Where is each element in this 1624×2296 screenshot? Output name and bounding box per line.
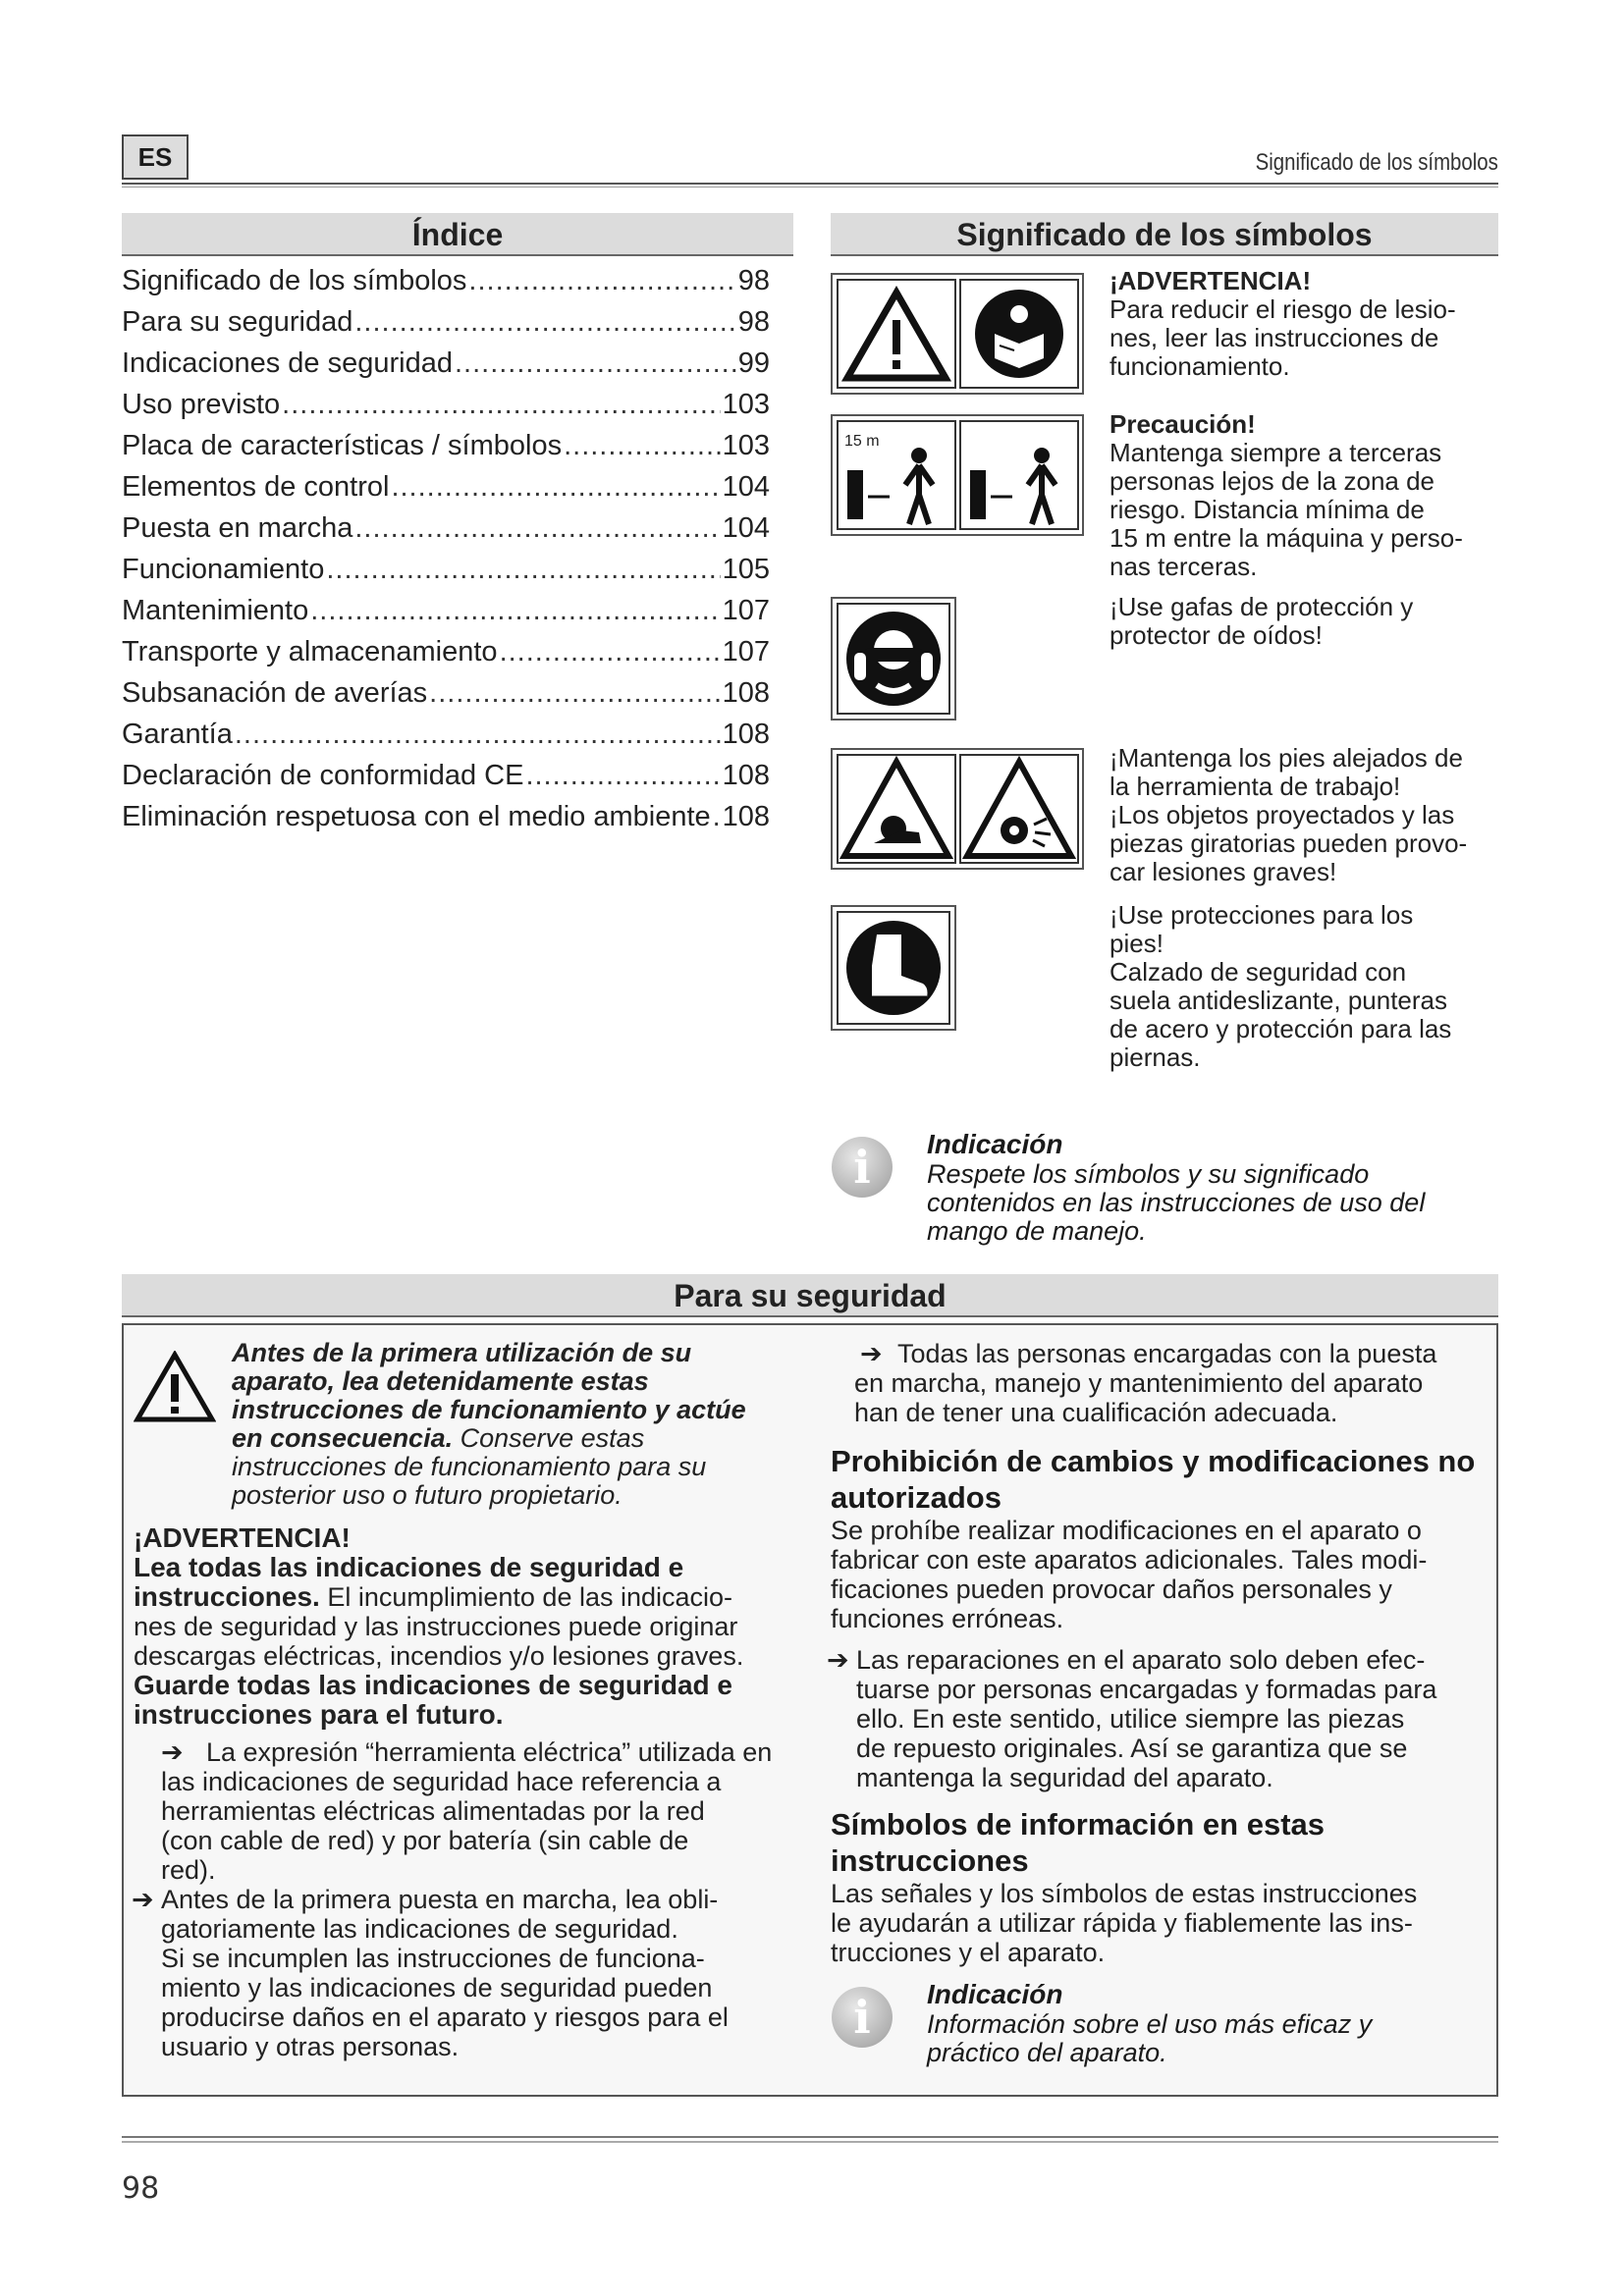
feet-warning-symbols: [831, 748, 1084, 870]
info-symbols-section: [831, 1806, 1498, 1967]
note-line: práctico del aparato.: [927, 2038, 1167, 2067]
table-of-contents: [122, 265, 770, 842]
caution-line: personas lejos de la zona de: [1110, 466, 1435, 496]
boots-line: ¡Use protecciones para los: [1110, 900, 1414, 930]
goggles-line: protector de oídos!: [1110, 620, 1323, 650]
safety-warning-title: ¡ADVERTENCIA!: [134, 1522, 351, 1553]
arrow-icon: ➔: [827, 1645, 849, 1675]
safety-heading: Para su seguridad: [122, 1274, 1498, 1317]
toc-entry-label: Subsanación de averías: [122, 677, 428, 709]
prohibition-line: ficaciones pueden provocar daños personales y: [831, 1575, 1392, 1604]
feet-line: la herramienta de trabajo!: [1110, 772, 1401, 801]
info-icon: i: [832, 1137, 893, 1198]
info-icon: i: [832, 1987, 893, 2048]
toc-entry-label: Elementos de control: [122, 471, 390, 503]
toc-entry-label: Mantenimiento: [122, 595, 309, 626]
toc-entry[interactable]: [122, 554, 770, 595]
repairs-paragraph: [827, 1645, 1498, 1792]
note-line: mango de manejo.: [927, 1216, 1147, 1246]
personnel-paragraph: [831, 1339, 1498, 1427]
caution-text: [1110, 410, 1492, 581]
tool-line: las indicaciones de seguridad hace referencia a: [161, 1767, 722, 1796]
warning-triangle-icon: [833, 275, 1082, 393]
goggles-text: [1110, 593, 1492, 650]
boots-line: pies!: [1110, 929, 1164, 958]
prohibition-heading: Prohibición de cambios y modificaciones no: [831, 1444, 1476, 1478]
goggles-ear-protection-icon: [833, 599, 954, 719]
toc-entry-label: Para su seguridad: [122, 306, 353, 338]
boots-line: Calzado de seguridad con: [1110, 957, 1407, 987]
note-title: Indicación: [927, 1979, 1063, 2009]
note-title: Indicación: [927, 1129, 1063, 1159]
intro-line: posterior uso o futuro propietario.: [232, 1480, 623, 1510]
toc-entry-page: 108: [722, 801, 770, 832]
boots-line: suela antideslizante, punteras: [1110, 986, 1448, 1015]
toc-entry-label: Significado de los símbolos: [122, 265, 467, 296]
toc-leader-dots: [500, 636, 721, 668]
toc-entry[interactable]: [122, 760, 770, 801]
toc-entry-page: 105: [722, 554, 770, 585]
tool-line: red).: [161, 1855, 216, 1885]
keep-line: instrucciones para el futuro.: [134, 1699, 504, 1730]
prohibition-line: fabricar con este aparatos adicionales. Tales modi-: [831, 1545, 1428, 1575]
before-line: Si se incumplen las instrucciones de funciona-: [161, 1944, 705, 1973]
warning-read-manual-symbols: [831, 273, 1084, 395]
feet-line: car lesiones graves!: [1110, 857, 1337, 886]
safety-boots-icon: [833, 907, 954, 1029]
toc-entry-label: Garantía: [122, 719, 233, 750]
warning-triangle-icon: [134, 1351, 216, 1423]
persons-first-line: Todas las personas encargadas con la puesta: [897, 1339, 1437, 1368]
warning-line: Para reducir el riesgo de lesio-: [1110, 294, 1456, 324]
symbols-note: [927, 1129, 1487, 1246]
safety-intro: [232, 1339, 821, 1510]
toc-entry[interactable]: [122, 512, 770, 554]
persons-line: han de tener una cualificación adecuada.: [854, 1398, 1338, 1427]
note-line: Información sobre el uso más eficaz y: [927, 2009, 1373, 2039]
caution-line: riesgo. Distancia mínima de: [1110, 495, 1425, 524]
tool-line: herramientas eléctricas alimentadas por la red: [161, 1796, 705, 1826]
warning-rest: El incumplimiento de las indicacio-: [319, 1582, 733, 1612]
intro-line: aparato, lea detenidamente estas: [232, 1366, 649, 1396]
toc-entry-page: 98: [737, 265, 770, 296]
toc-leader-dots: [455, 347, 736, 380]
feet-line: ¡Mantenga los pies alejados de: [1110, 743, 1463, 773]
distance-label: 15 m: [844, 433, 880, 450]
prohibition-line: Se prohíbe realizar modificaciones en el aparato o: [831, 1516, 1422, 1545]
toc-leader-dots: [713, 801, 721, 833]
toc-entry-page: 107: [722, 636, 770, 667]
intro-rest: Conserve estas: [453, 1423, 645, 1453]
toc-leader-dots: [391, 471, 720, 504]
toc-entry-label: Funcionamiento: [122, 554, 325, 585]
distance-symbols: [831, 414, 1084, 536]
caution-line: Mantenga siempre a terceras: [1110, 438, 1442, 467]
toc-leader-dots: [429, 677, 720, 710]
prohibition-line: funciones erróneas.: [831, 1604, 1064, 1633]
toc-entry-label: Puesta en marcha: [122, 512, 353, 544]
feet-text: [1110, 744, 1502, 886]
warning-text: [1110, 267, 1492, 381]
toc-entry-page: 103: [722, 389, 770, 420]
prohibition-section: [831, 1443, 1498, 1633]
toc-entry[interactable]: [122, 347, 770, 389]
toc-entry[interactable]: [122, 471, 770, 512]
toc-leader-dots: [282, 389, 720, 421]
toc-entry[interactable]: [122, 306, 770, 347]
header-title: Significado de los símbolos: [1255, 149, 1498, 176]
toc-entry-label: Eliminación respetuosa con el medio ambiente: [122, 801, 711, 832]
toc-entry-page: 108: [722, 677, 770, 709]
before-first-line: Antes de la primera puesta en marcha, lea obli-: [161, 1885, 719, 1914]
before-line: miento y las indicaciones de seguridad pueden: [161, 1973, 713, 2002]
header-rule: [122, 183, 1498, 187]
info-line: trucciones y el aparato.: [831, 1938, 1106, 1967]
toc-entry[interactable]: [122, 677, 770, 719]
boots-text: [1110, 901, 1502, 1072]
toc-leader-dots: [468, 265, 735, 297]
prohibition-heading: autorizados: [831, 1480, 1001, 1515]
toc-entry-label: Indicaciones de seguridad: [122, 347, 453, 379]
warning-bold-2: instrucciones.: [134, 1581, 320, 1612]
before-first-use-paragraph: [132, 1885, 819, 2061]
toc-entry-label: Placa de características / símbolos: [122, 430, 563, 461]
repair-line: mantenga la seguridad del aparato.: [856, 1763, 1273, 1792]
before-line: gatoriamente las indicaciones de seguridad.: [161, 1914, 678, 1944]
arrow-icon: ➔: [860, 1339, 883, 1368]
page-number: 98: [122, 2171, 160, 2206]
toc-entry[interactable]: [122, 801, 770, 842]
toc-entry[interactable]: [122, 595, 770, 636]
warning-line: funcionamiento.: [1110, 351, 1290, 381]
warning-line: nes de seguridad y las instrucciones puede originar: [134, 1612, 738, 1641]
safety-note: [927, 1979, 1487, 2067]
boots-symbol-box: [831, 905, 956, 1031]
goggles-symbol-box: [831, 597, 956, 721]
electric-tool-paragraph: [161, 1737, 839, 1885]
feet-line: ¡Los objetos proyectados y las: [1110, 800, 1455, 829]
toc-entry[interactable]: [122, 389, 770, 430]
info-symbols-heading: Símbolos de información en estas instrucciones: [831, 1807, 1326, 1878]
toc-entry-page: 107: [722, 595, 770, 626]
arrow-icon: ➔: [161, 1737, 184, 1767]
toc-entry[interactable]: [122, 636, 770, 677]
toc-entry[interactable]: [122, 719, 770, 760]
toc-entry-page: 103: [722, 430, 770, 461]
toc-entry-label: Uso previsto: [122, 389, 281, 420]
caution-title: Precaución!: [1110, 409, 1256, 439]
caution-line: nas terceras.: [1110, 552, 1258, 581]
goggles-line: ¡Use gafas de protección y: [1110, 592, 1414, 621]
arrow-icon: ➔: [132, 1885, 154, 1914]
toc-leader-dots: [235, 719, 721, 751]
symbols-heading: Significado de los símbolos: [831, 213, 1498, 256]
repair-line: de repuesto originales. Así se garantiza que se: [856, 1734, 1408, 1763]
info-line: Las señales y los símbolos de estas instrucciones: [831, 1879, 1418, 1908]
intro-line: Antes de la primera utilización de su: [232, 1338, 692, 1367]
keep-line: Guarde todas las indicaciones de seguridad e: [134, 1670, 732, 1700]
tool-line: (con cable de red) y por batería (sin cable de: [161, 1826, 689, 1855]
toc-leader-dots: [326, 554, 720, 586]
info-line: le ayudarán a utilizar rápida y fiablemente las ins-: [831, 1908, 1413, 1938]
toc-entry[interactable]: [122, 430, 770, 471]
language-badge: ES: [122, 134, 189, 180]
repair-line: ello. En este sentido, utilice siempre las piezas: [856, 1704, 1405, 1734]
toc-leader-dots: [354, 512, 720, 545]
toc-leader-dots: [564, 430, 721, 462]
toc-entry-label: Declaración de conformidad CE: [122, 760, 524, 791]
toc-entry[interactable]: [122, 265, 770, 306]
note-line: Respete los símbolos y su significado: [927, 1159, 1370, 1189]
toc-entry-page: 104: [722, 512, 770, 544]
safety-warning: [134, 1523, 821, 1730]
toc-entry-page: 108: [722, 760, 770, 791]
intro-bold-end: en consecuencia.: [232, 1423, 454, 1453]
intro-line: instrucciones de funcionamiento para su: [232, 1452, 707, 1481]
repair-line: tuarse por personas encargadas y formadas para: [856, 1675, 1437, 1704]
toc-entry-page: 98: [737, 306, 770, 338]
before-line: usuario y otras personas.: [161, 2032, 460, 2061]
toc-leader-dots: [525, 760, 720, 792]
before-line: producirse daños en el aparato y riesgos para el: [161, 2002, 729, 2032]
footer-rule: [122, 2136, 1498, 2143]
note-line: contenidos en las instrucciones de uso del: [927, 1188, 1426, 1217]
caution-line: 15 m entre la máquina y perso-: [1110, 523, 1463, 553]
tool-first-line: La expresión “herramienta eléctrica” utilizada en: [206, 1737, 773, 1767]
persons-line: en marcha, manejo y mantenimiento del aparato: [854, 1368, 1424, 1398]
keep-distance-icon: [833, 416, 1082, 534]
warning-line: descargas eléctricas, incendios y/o lesiones graves.: [134, 1641, 744, 1671]
toc-heading: Índice: [122, 213, 793, 256]
boots-line: de acero y protección para las: [1110, 1014, 1452, 1043]
boots-line: piernas.: [1110, 1042, 1201, 1072]
toc-entry-page: 108: [722, 719, 770, 750]
toc-leader-dots: [354, 306, 735, 339]
toc-entry-page: 104: [722, 471, 770, 503]
toc-entry-page: 99: [737, 347, 770, 379]
repair-first-line: Las reparaciones en el aparato solo deben efec-: [856, 1645, 1426, 1675]
intro-line: instrucciones de funcionamiento y actúe: [232, 1395, 746, 1424]
toc-entry-label: Transporte y almacenamiento: [122, 636, 498, 667]
toc-leader-dots: [310, 595, 720, 627]
warning-bold-line: Lea todas las indicaciones de seguridad e: [134, 1552, 684, 1582]
keep-feet-away-icon: [833, 750, 1082, 868]
feet-line: piezas giratorias pueden provo-: [1110, 828, 1468, 858]
warning-title: ¡ADVERTENCIA!: [1110, 266, 1312, 295]
warning-line: nes, leer las instrucciones de: [1110, 323, 1439, 352]
